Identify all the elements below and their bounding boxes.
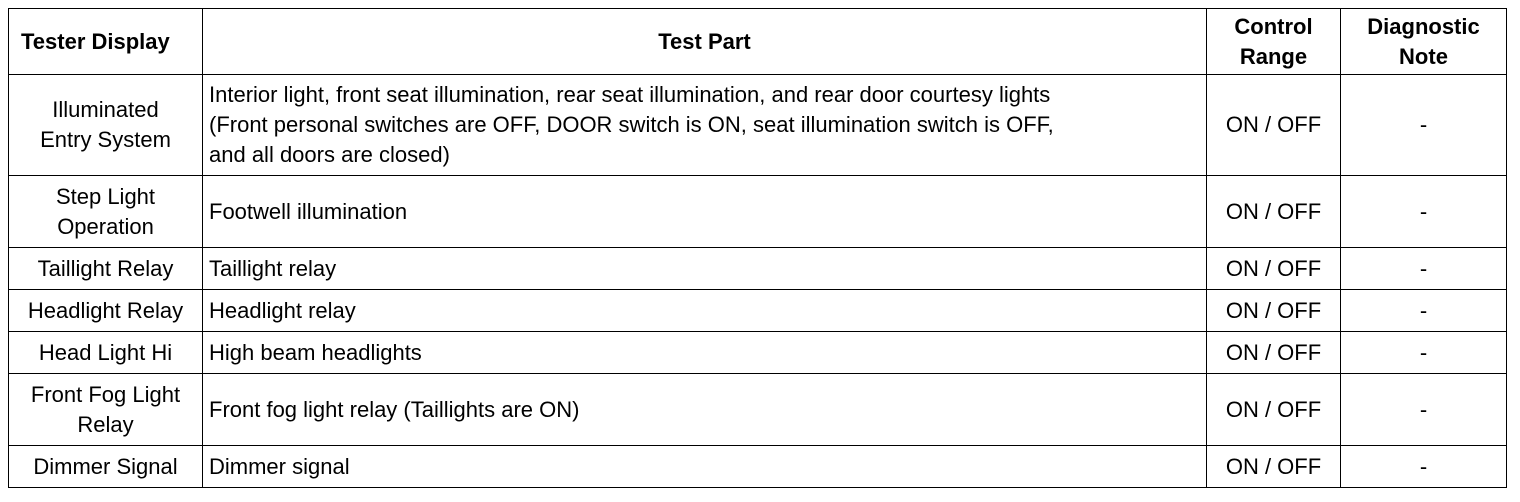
cell-test-part: Headlight relay (203, 290, 1207, 332)
cell-control-range: ON / OFF (1207, 332, 1341, 374)
cell-control-range: ON / OFF (1207, 374, 1341, 446)
table-row (9, 75, 1507, 176)
cell-tester-display: Illuminated Entry System (9, 75, 203, 176)
cell-test-part: High beam headlights (203, 332, 1207, 374)
table-row (9, 176, 1507, 248)
table-row (9, 332, 1507, 374)
cell-tester-display: Front Fog Light Relay (9, 374, 203, 446)
cell-diagnostic-note: - (1341, 374, 1507, 446)
cell-tester-display: Headlight Relay (9, 290, 203, 332)
cell-test-part: Interior light, front seat illumination, rear seat illumination, and rear door courtesy lights (Front personal switches are OFF, DOOR switch is ON, seat illumination switch is OFF, and all doors are closed) (203, 75, 1207, 176)
table-row (9, 374, 1507, 446)
table-body (9, 75, 1507, 488)
cell-diagnostic-note: - (1341, 446, 1507, 488)
active-test-table-container (8, 8, 1507, 488)
cell-diagnostic-note: - (1341, 176, 1507, 248)
active-test-table (8, 8, 1507, 488)
cell-control-range: ON / OFF (1207, 446, 1341, 488)
cell-test-part: Taillight relay (203, 248, 1207, 290)
table-row (9, 446, 1507, 488)
cell-tester-display: Taillight Relay (9, 248, 203, 290)
cell-control-range: ON / OFF (1207, 75, 1341, 176)
cell-diagnostic-note: - (1341, 75, 1507, 176)
cell-tester-display: Head Light Hi (9, 332, 203, 374)
cell-control-range: ON / OFF (1207, 290, 1341, 332)
table-row (9, 248, 1507, 290)
cell-tester-display: Dimmer Signal (9, 446, 203, 488)
cell-diagnostic-note: - (1341, 332, 1507, 374)
header-row (9, 9, 1507, 75)
cell-diagnostic-note: - (1341, 290, 1507, 332)
table-header (9, 9, 1507, 75)
header-diagnostic-note: Diagnostic Note (1341, 9, 1507, 75)
cell-control-range: ON / OFF (1207, 248, 1341, 290)
cell-diagnostic-note: - (1341, 248, 1507, 290)
table-row (9, 290, 1507, 332)
cell-control-range: ON / OFF (1207, 176, 1341, 248)
header-tester-display: Tester Display (9, 9, 203, 75)
cell-test-part: Front fog light relay (Taillights are ON) (203, 374, 1207, 446)
header-test-part: Test Part (203, 9, 1207, 75)
cell-test-part: Footwell illumination (203, 176, 1207, 248)
cell-tester-display: Step Light Operation (9, 176, 203, 248)
cell-test-part: Dimmer signal (203, 446, 1207, 488)
header-control-range: Control Range (1207, 9, 1341, 75)
